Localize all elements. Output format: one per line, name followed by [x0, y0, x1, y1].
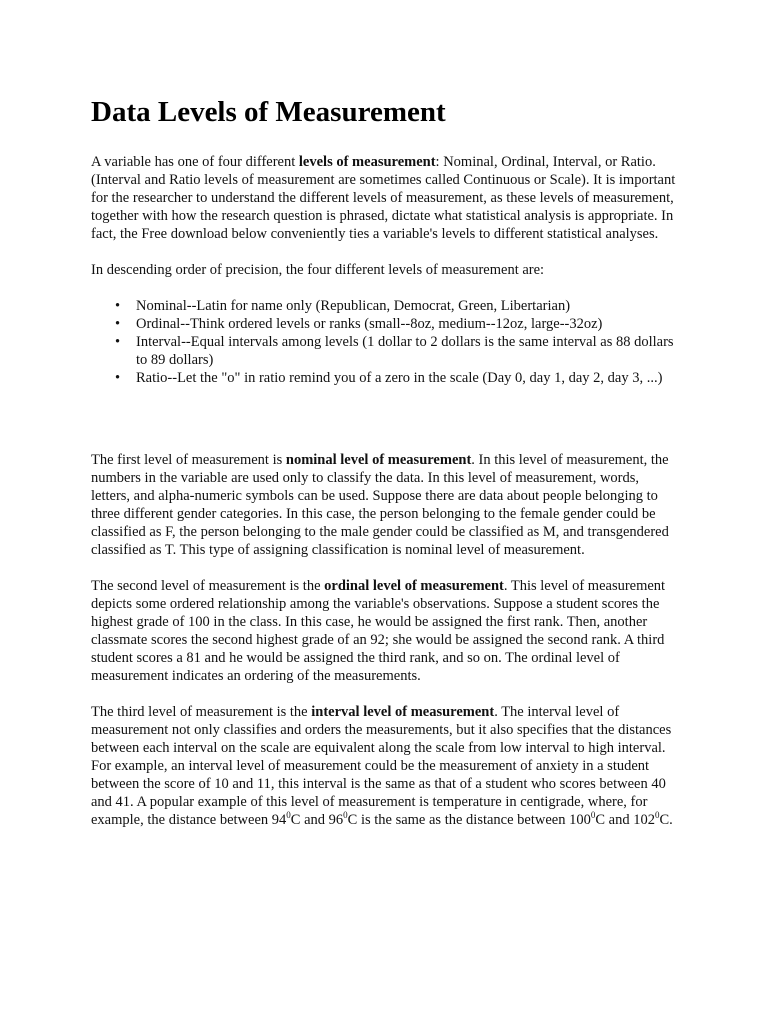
- bullet-icon: •: [115, 316, 121, 332]
- list-item: [115, 369, 681, 387]
- interval-text-post: . The interval level of measurement not only classifies and orders the measurements, but it also specifies that the distances between each interval on the scale are equivalent along the scale from low interval to high interval. For example, an interval level of measurement could be the measurement of anxiety in a student between the score of 10 and 11, this interval is the same as that of a student who scores between 40 and 41. A popular example of this level of measurement is temperature in centigrade, where, for example, the distance between: [91, 704, 672, 828]
- interval-bold-term: interval level of measurement: [311, 704, 495, 720]
- list-item-text: Ordinal--Think ordered levels or ranks (small--8oz, medium--12oz, large--32oz): [136, 316, 603, 332]
- list-item-text: Interval--Equal intervals among levels (1 dollar to 2 dollars is the same interval as 88 dollars to 89 dollars): [136, 334, 674, 368]
- list-item-text: Ratio--Let the "o" in ratio remind you of a zero in the scale (Day 0, day 1, day 2, day 3, ...): [136, 370, 663, 386]
- interval-text-join: is the same as the distance between: [357, 812, 570, 828]
- degree-sup: 0: [654, 810, 660, 821]
- ordinal-text-post: . This level of measurement depicts some ordered relationship among the variable's observations. Suppose a student scores the highest grade of 100 in the class. In this case, he would be assigned the first rank. Then, another classmate scores the second highest grade of an 92; she would be assigned the second rank. A third student scores a 81 and he would be assigned the third rank, and so on. The ordinal level of measurement indicates an ordering of the measurements.: [91, 578, 666, 684]
- temp-unit: C: [347, 812, 358, 828]
- nominal-text-post: . In this level of measurement, the numbers in the variable are used only to classify the data. In this level of measurement, words, letters, and alpha-numeric symbols can be used. Suppose there are data about people belonging to three different gender categories. In this case, the person belonging to the female gender could be classified as F, the person belonging to the male gender could be classified as M, and transgendered classified as T. This type of assigning classification is nominal level of measurement.: [91, 452, 669, 558]
- interval-text-pre: The third level of measurement is the: [91, 704, 312, 720]
- levels-list: [91, 297, 681, 387]
- list-item-text: Nominal--Latin for name only (Republican, Democrat, Green, Libertarian): [136, 298, 571, 314]
- nominal-text-pre: The first level of measurement is: [91, 452, 286, 468]
- degree-sup: 0: [286, 810, 291, 821]
- temp-value: 102: [633, 812, 655, 828]
- degree-sup: 0: [590, 810, 596, 821]
- ordinal-paragraph: [91, 577, 681, 685]
- list-item: [115, 333, 681, 369]
- bullet-icon: •: [115, 370, 121, 386]
- ordinal-bold-term: ordinal level of measurement: [324, 578, 504, 594]
- nominal-paragraph: [91, 451, 681, 559]
- temp-unit: C: [290, 812, 301, 828]
- intro-bold-term: levels of measurement: [298, 154, 436, 170]
- intro-text-post: : Nominal, Ordinal, Interval, or Ratio. (Interval and Ratio levels of measurement are sometimes called Continuous or Scale). It is important for the researcher to understand the different levels of measurement, as these levels of measurement, together with how the research question is phrased, dictate what statistical analysis is appropriate. In fact, the Free download below conveniently ties a variable's levels to different statistical analyses.: [91, 154, 676, 242]
- ordinal-text-pre: The second level of measurement is the: [91, 578, 325, 594]
- order-sentence: In descending order of precision, the four different levels of measurement are:: [91, 262, 545, 278]
- interval-text-end: .: [669, 812, 673, 828]
- nominal-bold-term: nominal level of measurement: [285, 452, 472, 468]
- temp-value: 96: [328, 812, 344, 828]
- list-item: [115, 315, 681, 333]
- temp-unit: C: [659, 812, 670, 828]
- intro-text-pre: A variable has one of four different: [91, 154, 299, 170]
- interval-text-join: and: [605, 812, 634, 828]
- spacer: [91, 387, 681, 451]
- temp-unit: C: [595, 812, 606, 828]
- document-page: [91, 94, 681, 847]
- intro-paragraph: [91, 153, 681, 243]
- interval-paragraph: [91, 703, 681, 829]
- temp-value: 94: [271, 812, 287, 828]
- bullet-icon: •: [115, 298, 121, 314]
- bullet-icon: •: [115, 334, 121, 350]
- degree-sup: 0: [343, 810, 348, 821]
- list-item: [115, 297, 681, 315]
- temp-value: 100: [569, 812, 591, 828]
- page-title: Data Levels of Measurement: [91, 96, 446, 128]
- interval-text-join: and: [300, 812, 329, 828]
